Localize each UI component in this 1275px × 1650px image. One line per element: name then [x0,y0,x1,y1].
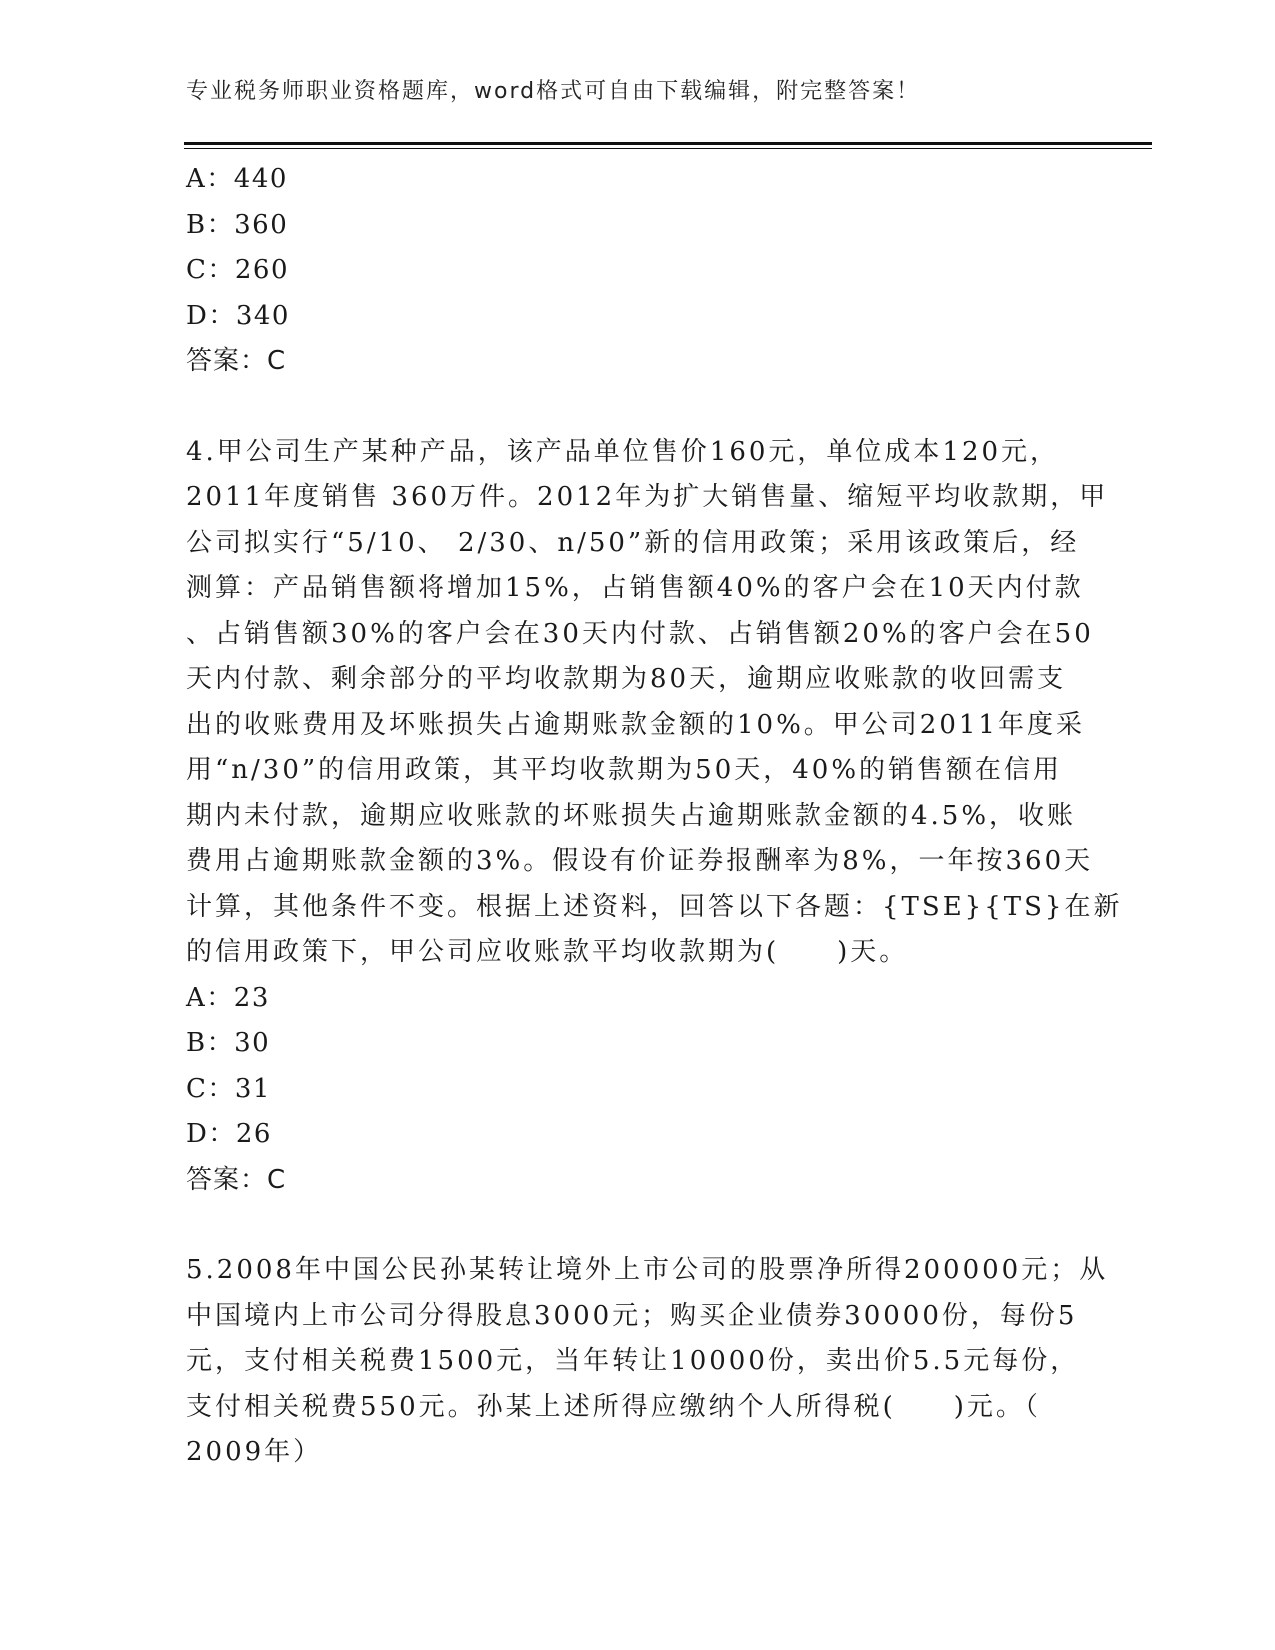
question-line: 、占销售额30%的客户会在30天内付款、占销售额20%的客户会在50 [186,618,1094,649]
question-4 [186,430,1123,976]
header-rule-thick [184,142,1152,145]
option-a: A：23 [186,982,270,1013]
question-line: 中国境内上市公司分得股息3000元；购买企业债券30000份，每份5 [186,1300,1078,1331]
question-5 [186,1248,1109,1476]
page-header: 专业税务师职业资格题库，word格式可自由下载编辑，附完整答案！ [186,79,921,104]
option-c: C：260 [186,255,290,285]
question-line: 计算，其他条件不变。根据上述资料，回答以下各题：{TSE}{TS}在新 [186,891,1123,922]
question-line: 元，支付相关税费1500元，当年转让10000份，卖出价5.5元每份， [186,1346,1080,1376]
option-d: D：26 [186,1119,272,1149]
question-4-options [186,976,1086,1204]
option-b: B：30 [186,1028,271,1058]
answer-line: 答案：C [186,346,287,376]
document-content [186,157,1123,1476]
header-rule-thin [184,148,1152,149]
option-b: B：360 [186,209,289,240]
question-line: 公司拟实行“5/10、 2/30、n/50”新的信用政策；采用该政策后，经 [186,527,1080,558]
question-line: 2009年） [186,1437,323,1467]
question-line: 的信用政策下，甲公司应收账款平均收款期为( )天。 [186,937,909,967]
option-c: C：31 [186,1073,271,1104]
question-line: 出的收账费用及坏账损失占逾期账款金额的10%。甲公司2011年度采 [186,709,1085,740]
question-line: 期内未付款，逾期应收账款的坏账损失占逾期账款金额的4.5%，收账 [186,800,1077,831]
question-line: 用“n/30”的信用政策，其平均收款期为50天，40%的销售额在信用 [186,755,1063,785]
question-line: 支付相关税费550元。孙某上述所得应缴纳个人所得税( )元。（ [186,1391,1041,1422]
question-3-options [186,157,1086,385]
option-d: D：340 [186,300,290,331]
option-a: A：440 [186,164,288,194]
question-line: 4.甲公司生产某种产品，该产品单位售价160元，单位成本120元， [186,436,1060,467]
question-line: 5.2008年中国公民孙某转让境外上市公司的股票净所得200000元；从 [186,1255,1109,1285]
question-line: 2011年度销售 360万件。2012年为扩大销售量、缩短平均收款期，甲 [186,482,1109,512]
question-line: 测算：产品销售额将增加15%，占销售额40%的客户会在10天内付款 [186,573,1084,603]
question-line: 天内付款、剩余部分的平均收款期为80天，逾期应收账款的收回需支 [186,664,1067,694]
answer-line: 答案：C [186,1164,287,1195]
question-line: 费用占逾期账款金额的3%。假设有价证券报酬率为8%，一年按360天 [186,846,1094,876]
